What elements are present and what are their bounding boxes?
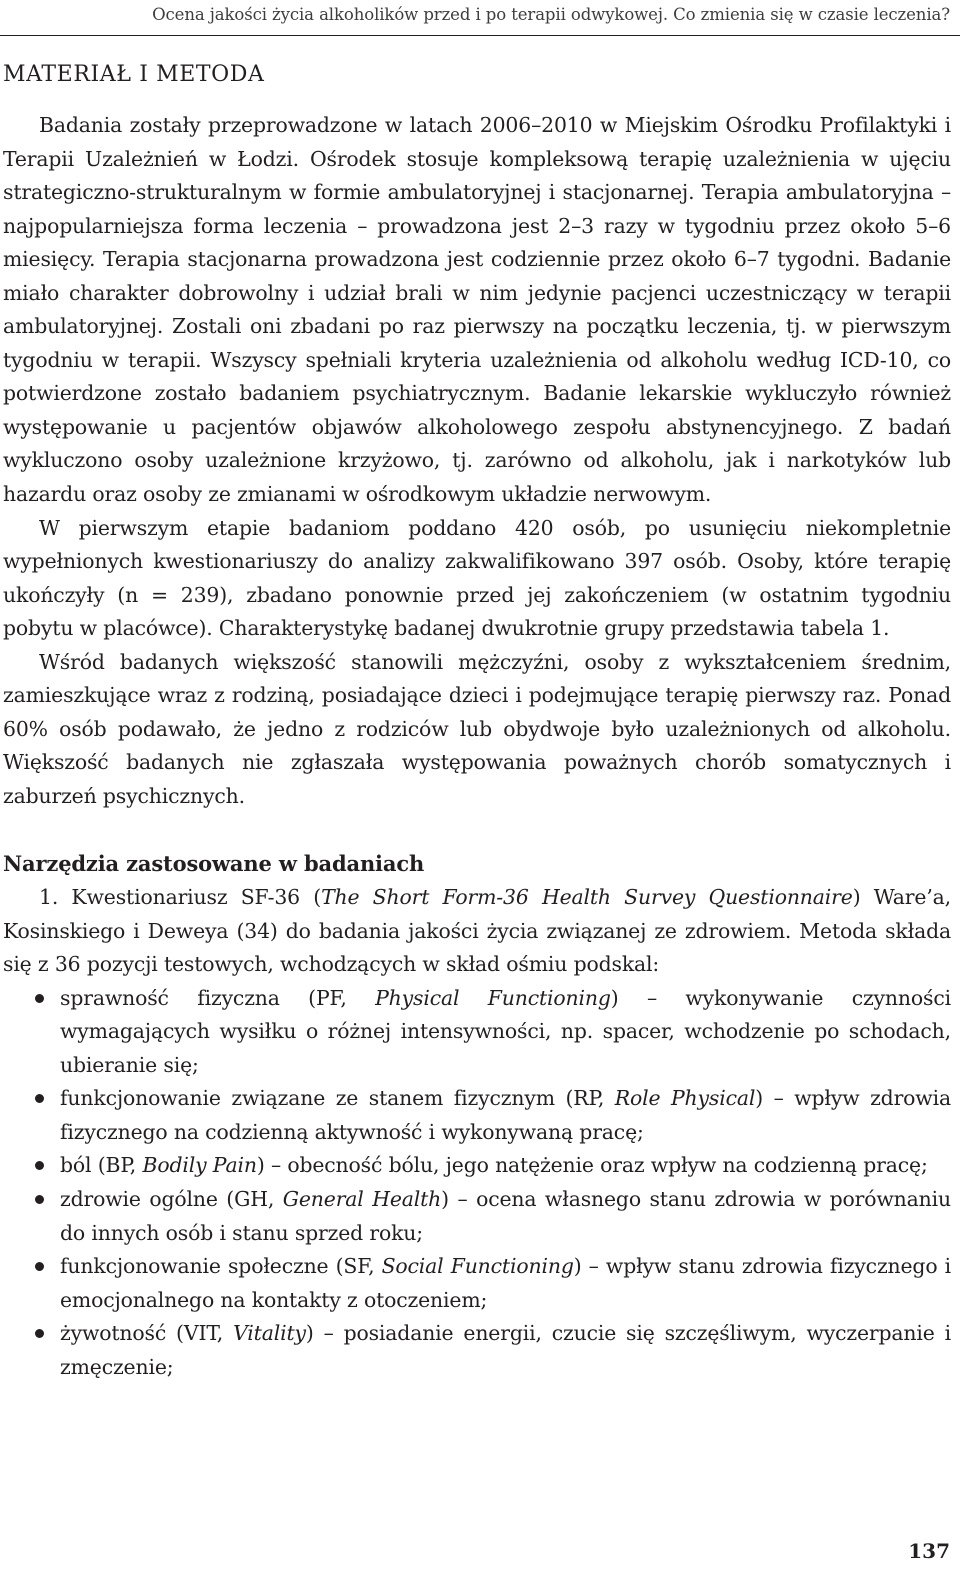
list-item-text: sprawność fizyczna (PF, bbox=[60, 985, 376, 1010]
list-item bbox=[3, 1149, 951, 1183]
list-item bbox=[3, 1183, 951, 1250]
running-header bbox=[0, 0, 960, 36]
subscale-list bbox=[3, 982, 951, 1385]
section-title: MATERIAŁ I METODA bbox=[3, 62, 265, 87]
list-item-text: ) – posiadanie energii, czucie się szczęśliwym, wyczerpanie i zmęczenie; bbox=[60, 1321, 951, 1379]
tools-item-1-prefix: 1. Kwestionariusz SF-36 ( bbox=[39, 885, 322, 910]
list-item-term: Physical Functioning bbox=[375, 985, 611, 1010]
subsection-title: Narzędzia zastosowane w badaniach bbox=[3, 851, 425, 877]
bullet-icon bbox=[35, 1161, 44, 1170]
page-number: 137 bbox=[908, 1539, 950, 1563]
paragraph-characteristics: Wśród badanych większość stanowili mężczyźni, osoby z wykształceniem średnim, zamieszkujące wraz z rodziną, posiadające dzieci i podejmujące terapię pierwszy raz. Ponad 60% osób podawało, że jedno z rodziców lub obydwoje było uzależnionych od alkoholu. Większość badanych nie zgłaszała występowania poważnych chorób somatycznych i zaburzeń psychicznych. bbox=[3, 649, 951, 808]
list-item-text: ) – ocena własnego stanu zdrowia w porównaniu do innych osób i stanu sprzed roku; bbox=[60, 1186, 951, 1245]
list-item-text: ) – wpływ zdrowia fizycznego na codzienną aktywność i wykonywaną pracę; bbox=[60, 1086, 951, 1144]
tools-item-1-title: The Short Form-36 Health Survey Questionnaire bbox=[321, 885, 853, 910]
list-item bbox=[3, 1082, 951, 1149]
bullet-icon bbox=[35, 1329, 44, 1338]
list-item-text: funkcjonowanie społeczne (SF, bbox=[60, 1254, 382, 1279]
list-item-text: ból (BP, bbox=[60, 1153, 143, 1178]
list-item-term: Vitality bbox=[233, 1321, 306, 1346]
bullet-icon bbox=[35, 994, 44, 1003]
list-item-text: ) – wykonywanie czynności wymagających wysiłku o różnej intensywności, np. spacer, wchodzenie po schodach, ubieranie się; bbox=[60, 985, 951, 1077]
bullet-icon bbox=[35, 1195, 44, 1204]
page-content bbox=[3, 58, 951, 1384]
list-item-term: Social Functioning bbox=[381, 1254, 574, 1279]
tools-item-1 bbox=[3, 881, 951, 982]
bullet-icon bbox=[35, 1262, 44, 1271]
paragraph-sample: W pierwszym etapie badaniom poddano 420 osób, po usunięciu niekompletnie wypełnionych kwestionariuszy do analizy zakwalifikowano 397 osób. Osoby, które terapię ukończyły (n = 239), zbadano ponownie przed jej zakończeniem (w ostatnim tygodniu pobytu w placówce). Charakterystykę badanej dwukrotnie grupy przedstawia tabela 1. bbox=[3, 515, 951, 641]
list-item-text: zdrowie ogólne (GH, bbox=[60, 1186, 283, 1211]
list-item-term: Bodily Pain bbox=[142, 1153, 257, 1178]
paragraph-methods: Badania zostały przeprowadzone w latach 2006–2010 w Miejskim Ośrodku Profilaktyki i Terapii Uzależnień w Łodzi. Ośrodek stosuje kompleksową terapię uzależnienia w ujęciu strategiczno-strukturalnym w formie ambulatoryjnej i stacjonarnej. Terapia ambulatoryjna – najpopularniejsza forma leczenia – prowadzona jest 2–3 razy w tygodniu przez około 5–6 miesięcy. Terapia stacjonarna prowadzona jest codziennie przez około 6–7 tygodni. Badanie miało charakter dobrowolny i udział brali w nim jedynie pacjenci uczestniczący w terapii ambulatoryjnej. Zostali oni zbadani po raz pierwszy na początku leczenia, tj. w pierwszym tygodniu w terapii. Wszyscy spełniali kryteria uzależnienia od alkoholu według ICD-10, co potwierdzone zostało badaniem psychiatrycznym. Badanie lekarskie wykluczyło również występowanie u pacjentów objawów alkoholowego zespołu abstynencyjnego. Z badań wykluczono osoby uzależnione krzyżowo, tj. zarówno od alkoholu, jak i narkotyków lub hazardu oraz osoby ze zmianami w ośrodkowym układzie nerwowym. bbox=[3, 113, 951, 507]
list-item bbox=[3, 1317, 951, 1384]
list-item-text: żywotność (VIT, bbox=[60, 1321, 234, 1346]
bullet-icon bbox=[35, 1094, 44, 1103]
tools-item-1-suffix: ) Ware’a, Kosinskiego i Deweya (34) do badania jakości życia związanej ze zdrowiem. Metoda składa się z 36 pozycji testowych, wchodzących w skład ośmiu podskal: bbox=[3, 885, 951, 977]
list-item-text: ) – obecność bólu, jego natężenie oraz wpływ na codzienną pracę; bbox=[256, 1153, 928, 1178]
list-item-text: funkcjonowanie związane ze stanem fizycznym (RP, bbox=[60, 1086, 615, 1111]
list-item-text: ) – wpływ stanu zdrowia fizycznego i emocjonalnego na kontakty z otoczeniem; bbox=[60, 1254, 951, 1312]
list-item bbox=[3, 1250, 951, 1317]
list-item-term: Role Physical bbox=[614, 1086, 756, 1111]
list-item bbox=[3, 982, 951, 1083]
running-title: Ocena jakości życia alkoholików przed i po terapii odwykowej. Co zmienia się w czasie leczenia? bbox=[152, 5, 950, 24]
list-item-term: General Health bbox=[282, 1186, 442, 1211]
